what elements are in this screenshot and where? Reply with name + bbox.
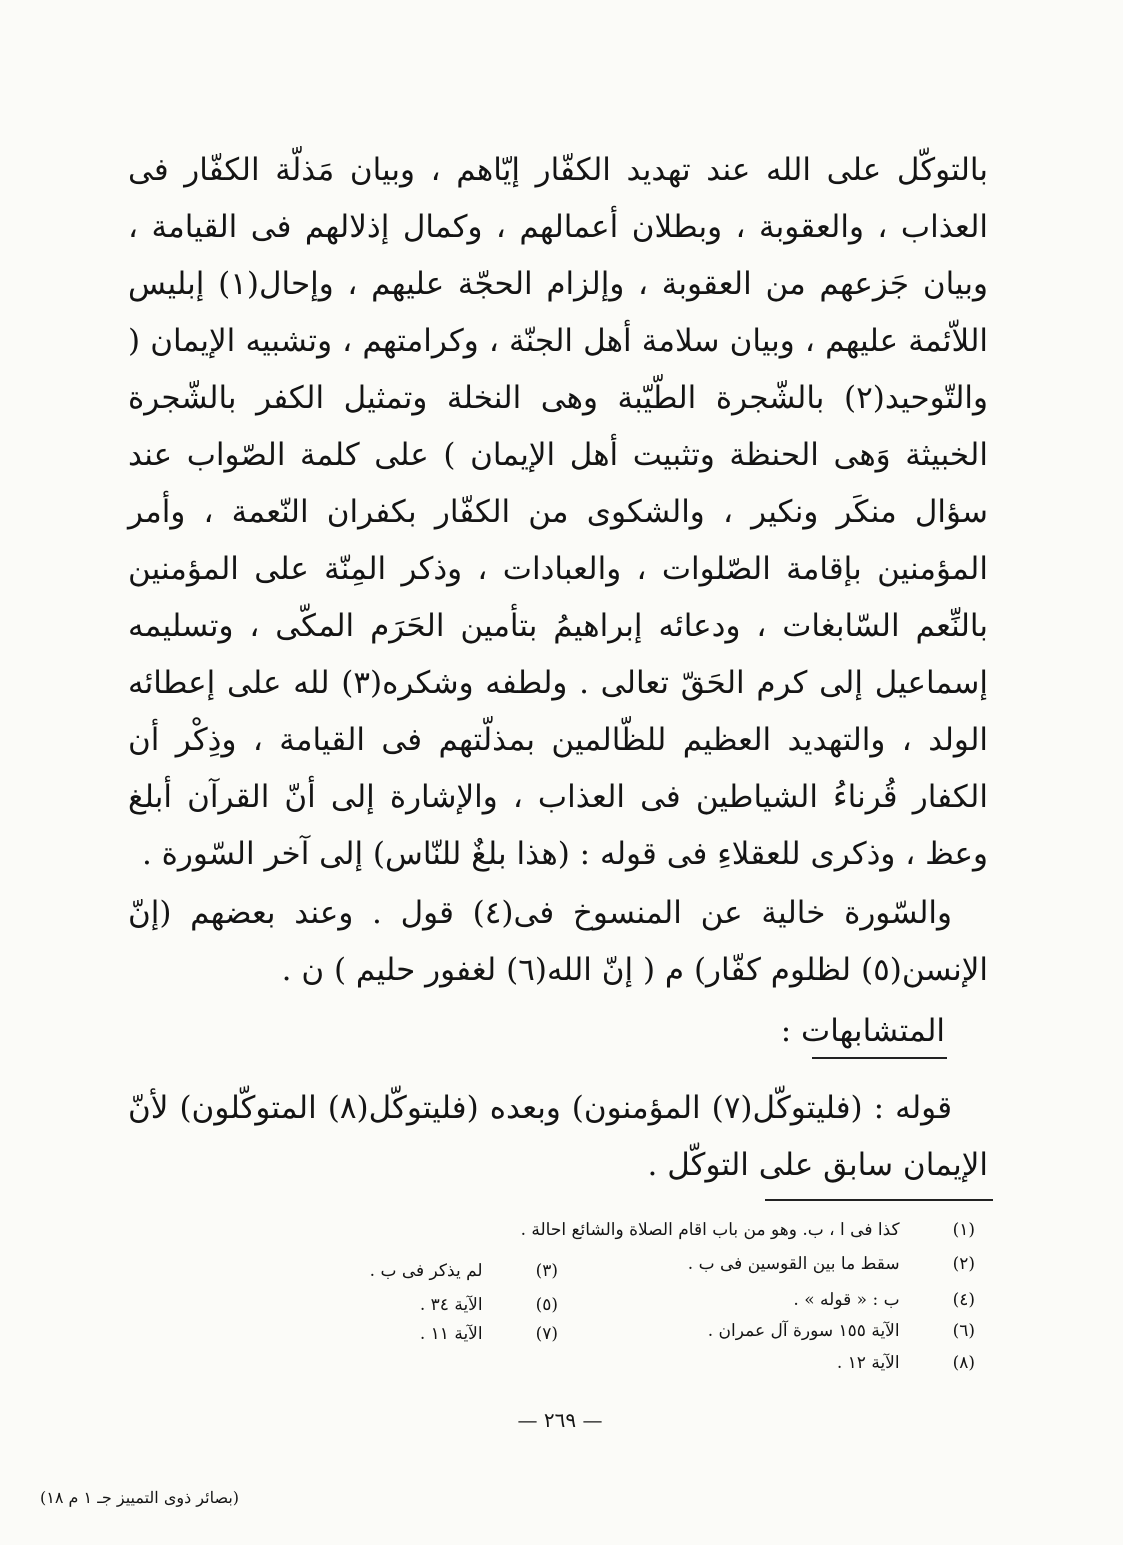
footnote-number: (٤) bbox=[952, 1290, 975, 1310]
footnote-5 bbox=[420, 1294, 558, 1316]
footnote-1 bbox=[521, 1219, 975, 1241]
footnote-number: (٧) bbox=[535, 1324, 558, 1344]
page-number: — ٢٦٩ — bbox=[517, 1408, 603, 1432]
paragraph-2: والسّورة خالية عن المنسوخ فى(٤) قول . وعند بعضهم (إنّ الإنسن(٥) لظلوم كفّار) م ( إنّ الله(٦) لغفور حليم ) ن . bbox=[128, 895, 988, 988]
signature-mark: (بصائر ذوى التمييز جـ ١ م ١٨) bbox=[40, 1488, 240, 1507]
heading-underline bbox=[812, 1057, 947, 1059]
section-heading: المتشابهات : bbox=[780, 1013, 945, 1049]
footnote-number: (٨) bbox=[952, 1353, 975, 1373]
footnote-text: الآية ١٥٥ سورة آل عمران . bbox=[707, 1321, 900, 1341]
footnote-6 bbox=[708, 1320, 975, 1342]
footnote-text: كذا فى ا ، ب. وهو من باب اقام الصلاة والشائع احالة . bbox=[520, 1220, 900, 1240]
footnote-number: (٦) bbox=[952, 1321, 975, 1341]
footnote-number: (٣) bbox=[535, 1261, 558, 1281]
footnote-8 bbox=[837, 1352, 975, 1374]
footnote-number: (٥) bbox=[535, 1295, 558, 1315]
footnote-4 bbox=[793, 1289, 975, 1311]
footnote-text: سقط ما بين القوسين فى ب . bbox=[687, 1254, 900, 1274]
footnote-separator bbox=[765, 1199, 993, 1201]
main-text bbox=[128, 142, 988, 999]
footnote-text: ب : « قوله » . bbox=[793, 1290, 900, 1310]
footnote-7 bbox=[420, 1323, 558, 1345]
footnote-text: الآية ١٢ . bbox=[836, 1353, 900, 1373]
paragraph-3: قوله : (فليتوكّل(٧) المؤمنون) وبعده (فليتوكّل(٨) المتوكّلون) لأنّ الإيمان سابق على التوكّل . bbox=[128, 1090, 988, 1183]
footnote-text: الآية ١١ . bbox=[419, 1324, 483, 1344]
footnote-text: الآية ٣٤ . bbox=[419, 1295, 483, 1315]
footnote-number: (١) bbox=[952, 1220, 975, 1240]
footnote-2 bbox=[688, 1253, 975, 1275]
footnote-number: (٢) bbox=[952, 1254, 975, 1274]
paragraph-1: بالتوكّل على الله عند تهديد الكفّار إيّاهم ، وبيان مَذلّة الكفّار فى العذاب ، والعقوبة ، وبطلان أعمالهم ، وكمال إذلالهم فى القيامة ، وبيان جَزعهم من العقوبة ، وإلزام الحجّة عليهم ، وإحال(١) إبليس اللاّئمة عليهم ، وبيان سلامة أهل الجنّة ، وكرامتهم ، وتشبيه الإيمان ( والتّوحيد(٢) بالشّجرة الطّيّبة وهى النخلة وتمثيل الكفر بالشّجرة الخبيثة وَهى الحنظة وتثبيت أهل الإيمان ) على كلمة الصّواب عند سؤال منكَر ونكير ، والشكوى من الكفّار بكفران النّعمة ، وأمر المؤمنين بإقامة الصّلوات ، والعبادات ، وذكر المِنّة على المؤمنين بالنِّعم السّابغات ، ودعائه إبراهيمُ بتأمين الحَرَم المكّى ، وتسليمه إسماعيل إلى كرم الحَقّ تعالى . ولطفه وشكره(٣) لله على إعطائه الولد ، والتهديد العظيم للظّالمين بمذلّتهم فى القيامة ، وذِكْر أن الكفار قُرناءُ الشياطين فى العذاب ، والإشارة إلى أنّ القرآن أبلغ وعظ ، وذكرى للعقلاءِ فى قوله : (هذا بلغٌ للنّاس) إلى آخر السّورة . bbox=[128, 152, 988, 872]
footnote-3 bbox=[370, 1260, 558, 1282]
footnote-text: لم يذكر فى ب . bbox=[369, 1261, 483, 1281]
